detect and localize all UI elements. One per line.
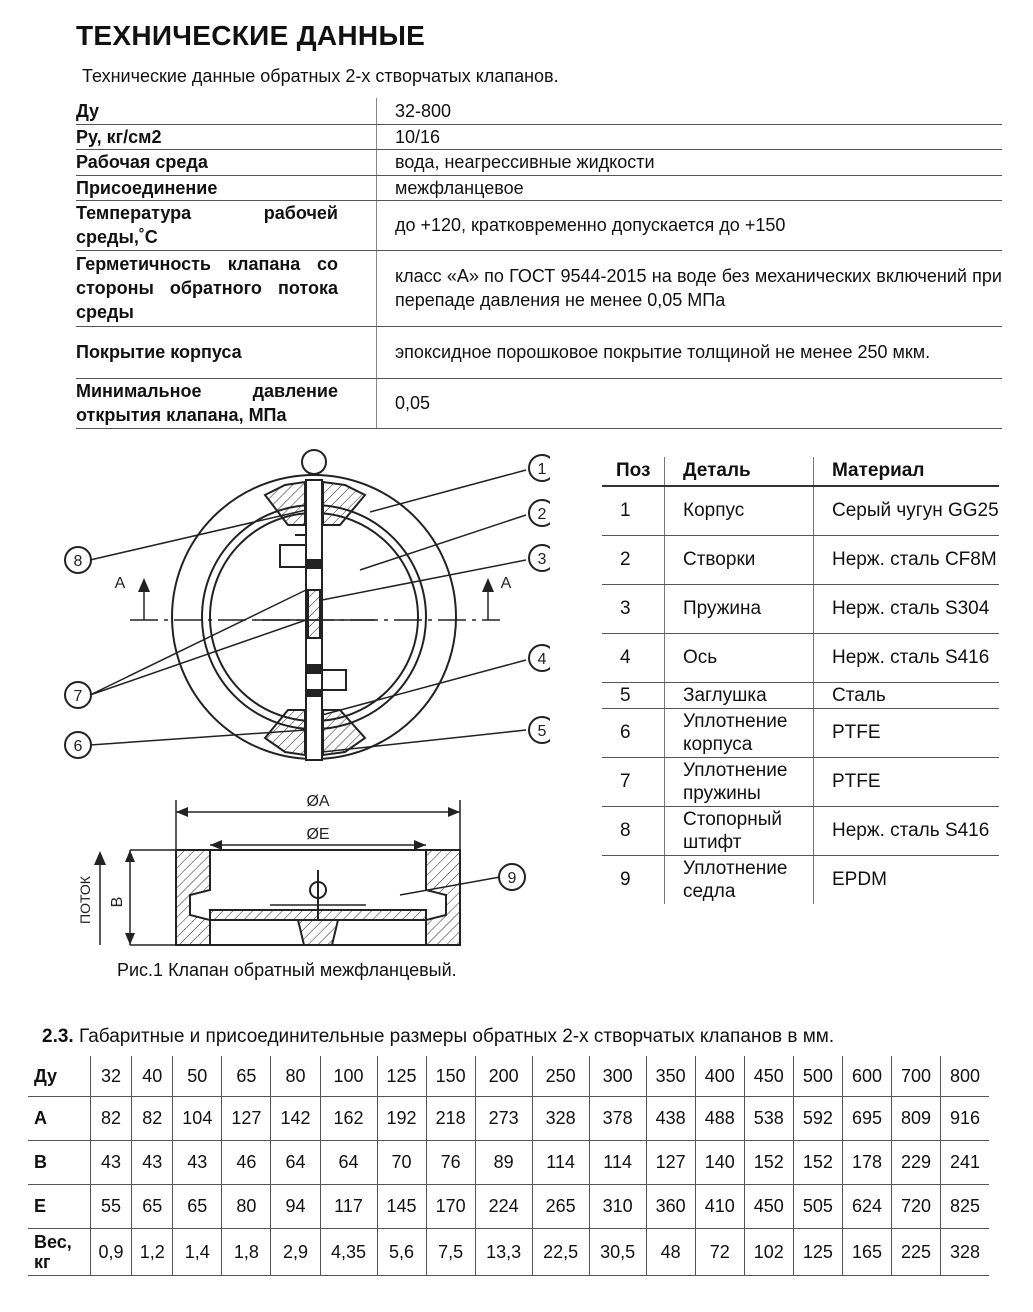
- part-pos: 7: [602, 757, 665, 806]
- part-detail: Уплотнение корпуса: [665, 708, 814, 757]
- dims-cell: 241: [941, 1141, 989, 1185]
- part-pos: 8: [602, 806, 665, 855]
- dims-cell: 152: [793, 1141, 842, 1185]
- dims-cell: 225: [892, 1229, 941, 1276]
- dims-cell: 89: [475, 1141, 532, 1185]
- spec-value: 10/16: [377, 124, 1003, 149]
- dims-cell: 70: [377, 1141, 426, 1185]
- dims-cell: 360: [646, 1185, 695, 1229]
- dims-cell: 624: [842, 1185, 891, 1229]
- spec-key: Присоединение: [76, 175, 377, 200]
- parts-header-pos: Поз: [602, 457, 665, 486]
- spec-key: Минимальное давление открытия клапана, МПа: [76, 378, 377, 428]
- flow-label: ПОТОК: [77, 876, 93, 924]
- dims-cell: 48: [646, 1229, 695, 1276]
- dims-cell: 125: [377, 1056, 426, 1097]
- dims-cell: 229: [892, 1141, 941, 1185]
- dims-row-label: А: [28, 1097, 91, 1141]
- dims-cell: 328: [532, 1097, 589, 1141]
- part-detail: Уплотнение седла: [665, 855, 814, 904]
- dims-cell: 438: [646, 1097, 695, 1141]
- dims-cell: 94: [271, 1185, 320, 1229]
- dims-cell: 720: [892, 1185, 941, 1229]
- dims-cell: 410: [695, 1185, 744, 1229]
- spec-row: [76, 250, 1002, 326]
- dims-cell: 916: [941, 1097, 989, 1141]
- dims-row: [28, 1097, 989, 1141]
- dims-cell: 142: [271, 1097, 320, 1141]
- dims-cell: 127: [222, 1097, 271, 1141]
- page-subtitle: Технические данные обратных 2-х створчатых клапанов.: [82, 66, 559, 86]
- dims-cell: 825: [941, 1185, 989, 1229]
- dims-row: [28, 1185, 989, 1229]
- dims-cell: 1,2: [132, 1229, 173, 1276]
- dims-cell: 250: [532, 1056, 589, 1097]
- specs-table: [76, 98, 1002, 429]
- dims-cell: 50: [173, 1056, 222, 1097]
- spec-value: до +120, кратковременно допускается до +150: [377, 200, 1003, 250]
- part-row: [602, 633, 999, 682]
- figure-caption: Рис.1 Клапан обратный межфланцевый.: [117, 960, 457, 980]
- dims-cell: 2,9: [271, 1229, 320, 1276]
- dims-row: [28, 1141, 989, 1185]
- dims-cell: 310: [589, 1185, 646, 1229]
- part-row: [602, 855, 999, 904]
- dims-cell: 809: [892, 1097, 941, 1141]
- dims-cell: 5,6: [377, 1229, 426, 1276]
- dims-cell: 80: [222, 1185, 271, 1229]
- part-material: Серый чугун GG25: [814, 486, 1000, 535]
- dims-cell: 350: [646, 1056, 695, 1097]
- dims-cell: 1,8: [222, 1229, 271, 1276]
- dims-cell: 65: [222, 1056, 271, 1097]
- part-detail: Ось: [665, 633, 814, 682]
- part-material: PTFE: [814, 708, 1000, 757]
- page-title: ТЕХНИЧЕСКИЕ ДАННЫЕ: [76, 20, 426, 51]
- dims-cell: 145: [377, 1185, 426, 1229]
- spec-key: Ду: [76, 98, 377, 124]
- spec-key: Температура рабочей среды,˚С: [76, 200, 377, 250]
- dims-cell: 488: [695, 1097, 744, 1141]
- dim-e-label: ØE: [306, 826, 330, 843]
- part-material: PTFE: [814, 757, 1000, 806]
- dims-cell: 700: [892, 1056, 941, 1097]
- dims-row: [28, 1056, 989, 1097]
- dims-cell: 800: [941, 1056, 989, 1097]
- parts-table: [602, 457, 999, 904]
- spec-row: [76, 98, 1002, 124]
- dims-cell: 1,4: [173, 1229, 222, 1276]
- part-detail: Пружина: [665, 584, 814, 633]
- dims-cell: 200: [475, 1056, 532, 1097]
- part-material: Нерж. сталь S416: [814, 633, 1000, 682]
- part-pos: 3: [602, 584, 665, 633]
- dims-cell: 82: [91, 1097, 132, 1141]
- dims-cell: 46: [222, 1141, 271, 1185]
- part-row: [602, 708, 999, 757]
- part-material: Нерж. сталь CF8M: [814, 535, 1000, 584]
- part-row: [602, 584, 999, 633]
- section-a-left-label: A: [114, 575, 126, 592]
- spec-key: Рабочая среда: [76, 149, 377, 175]
- spec-key: Покрытие корпуса: [76, 326, 377, 378]
- dims-cell: 72: [695, 1229, 744, 1276]
- dims-cell: 43: [132, 1141, 173, 1185]
- part-pos: 2: [602, 535, 665, 584]
- dims-cell: 224: [475, 1185, 532, 1229]
- part-material: Нерж. сталь S416: [814, 806, 1000, 855]
- part-material: Сталь: [814, 682, 1000, 708]
- dims-cell: 7,5: [426, 1229, 475, 1276]
- part-row: [602, 486, 999, 535]
- dims-cell: 178: [842, 1141, 891, 1185]
- dims-cell: 695: [842, 1097, 891, 1141]
- dims-cell: 43: [173, 1141, 222, 1185]
- parts-header-row: [602, 457, 999, 486]
- dim-a-label: ØA: [306, 793, 330, 810]
- dims-cell: 82: [132, 1097, 173, 1141]
- spec-row: [76, 200, 1002, 250]
- dims-cell: 4,35: [320, 1229, 377, 1276]
- part-row: [602, 682, 999, 708]
- dims-cell: 218: [426, 1097, 475, 1141]
- spec-value: 0,05: [377, 378, 1003, 428]
- spec-row: [76, 326, 1002, 378]
- dimensions-table: [28, 1056, 989, 1276]
- spec-value: эпоксидное порошковое покрытие толщиной не менее 250 мкм.: [377, 326, 1003, 378]
- part-row: [602, 757, 999, 806]
- dims-cell: 13,3: [475, 1229, 532, 1276]
- callout-7: 7: [73, 688, 83, 705]
- callout-2: 2: [537, 506, 547, 523]
- part-detail: Створки: [665, 535, 814, 584]
- dims-section-title: [42, 1026, 834, 1048]
- valve-drawing: [60, 440, 550, 960]
- dims-cell: 64: [271, 1141, 320, 1185]
- dims-cell: 140: [695, 1141, 744, 1185]
- callout-5: 5: [537, 723, 547, 740]
- part-pos: 1: [602, 486, 665, 535]
- dims-cell: 55: [91, 1185, 132, 1229]
- spec-row: [76, 378, 1002, 428]
- callout-6: 6: [73, 738, 83, 755]
- dims-cell: 80: [271, 1056, 320, 1097]
- part-detail: Заглушка: [665, 682, 814, 708]
- dims-cell: 500: [793, 1056, 842, 1097]
- spec-row: [76, 175, 1002, 200]
- dims-cell: 600: [842, 1056, 891, 1097]
- part-pos: 6: [602, 708, 665, 757]
- dims-cell: 450: [744, 1056, 793, 1097]
- parts-header-detail: Деталь: [665, 457, 814, 486]
- dims-cell: 162: [320, 1097, 377, 1141]
- dims-cell: 65: [132, 1185, 173, 1229]
- dims-cell: 22,5: [532, 1229, 589, 1276]
- parts-header-material: Материал: [814, 457, 1000, 486]
- part-material: Нерж. сталь S304: [814, 584, 1000, 633]
- dims-cell: 300: [589, 1056, 646, 1097]
- dims-row-label: Вес, кг: [28, 1229, 91, 1276]
- spec-value: вода, неагрессивные жидкости: [377, 149, 1003, 175]
- dims-cell: 450: [744, 1185, 793, 1229]
- dims-cell: 30,5: [589, 1229, 646, 1276]
- dims-cell: 40: [132, 1056, 173, 1097]
- spec-value: межфланцевое: [377, 175, 1003, 200]
- spec-row: [76, 149, 1002, 175]
- callout-8: 8: [73, 553, 83, 570]
- callout-1: 1: [537, 461, 547, 478]
- callout-9: 9: [507, 870, 517, 887]
- dims-cell: 100: [320, 1056, 377, 1097]
- dims-cell: 76: [426, 1141, 475, 1185]
- dims-cell: 104: [173, 1097, 222, 1141]
- part-pos: 4: [602, 633, 665, 682]
- spec-value: 32-800: [377, 98, 1003, 124]
- dims-cell: 378: [589, 1097, 646, 1141]
- part-detail: Уплотнение пружины: [665, 757, 814, 806]
- dims-cell: 592: [793, 1097, 842, 1141]
- dim-b-label: B: [109, 896, 126, 908]
- dims-section-number: 2.3.: [42, 1026, 74, 1047]
- dims-cell: 538: [744, 1097, 793, 1141]
- part-pos: 9: [620, 869, 631, 891]
- spec-key: Ру, кг/см2: [76, 124, 377, 149]
- dims-cell: 170: [426, 1185, 475, 1229]
- dims-cell: 273: [475, 1097, 532, 1141]
- dims-row-label: Ду: [28, 1056, 91, 1097]
- dims-cell: 127: [646, 1141, 695, 1185]
- spec-row: [76, 124, 1002, 149]
- dims-cell: 64: [320, 1141, 377, 1185]
- part-row: [602, 806, 999, 855]
- dims-cell: 328: [941, 1229, 989, 1276]
- part-pos: 5: [602, 682, 665, 708]
- dims-cell: 192: [377, 1097, 426, 1141]
- spec-key: Герметичность клапана со стороны обратного потока среды: [76, 250, 377, 326]
- dims-cell: 32: [91, 1056, 132, 1097]
- part-material: EPDM: [814, 855, 1000, 904]
- dims-cell: 102: [744, 1229, 793, 1276]
- dims-cell: 43: [91, 1141, 132, 1185]
- dims-row-label: Е: [28, 1185, 91, 1229]
- dims-cell: 117: [320, 1185, 377, 1229]
- dims-cell: 0,9: [91, 1229, 132, 1276]
- section-a-right-label: A: [500, 575, 512, 592]
- dims-cell: 125: [793, 1229, 842, 1276]
- part-detail: Стопорный штифт: [665, 806, 814, 855]
- callout-4: 4: [537, 651, 547, 668]
- dims-cell: 114: [532, 1141, 589, 1185]
- spec-value: класс «А» по ГОСТ 9544-2015 на воде без механических включений при перепаде давления не менее 0,05 МПа: [377, 250, 1003, 326]
- callout-3: 3: [537, 551, 547, 568]
- dims-cell: 400: [695, 1056, 744, 1097]
- dims-cell: 65: [173, 1185, 222, 1229]
- dims-cell: 114: [589, 1141, 646, 1185]
- dims-cell: 152: [744, 1141, 793, 1185]
- dims-cell: 505: [793, 1185, 842, 1229]
- dims-cell: 165: [842, 1229, 891, 1276]
- dims-cell: 150: [426, 1056, 475, 1097]
- dims-cell: 265: [532, 1185, 589, 1229]
- dims-row: [28, 1229, 989, 1276]
- dims-section-text: Габаритные и присоединительные размеры обратных 2-х створчатых клапанов в мм.: [73, 1026, 835, 1047]
- dims-row-label: В: [28, 1141, 91, 1185]
- part-row: [602, 535, 999, 584]
- part-detail: Корпус: [665, 486, 814, 535]
